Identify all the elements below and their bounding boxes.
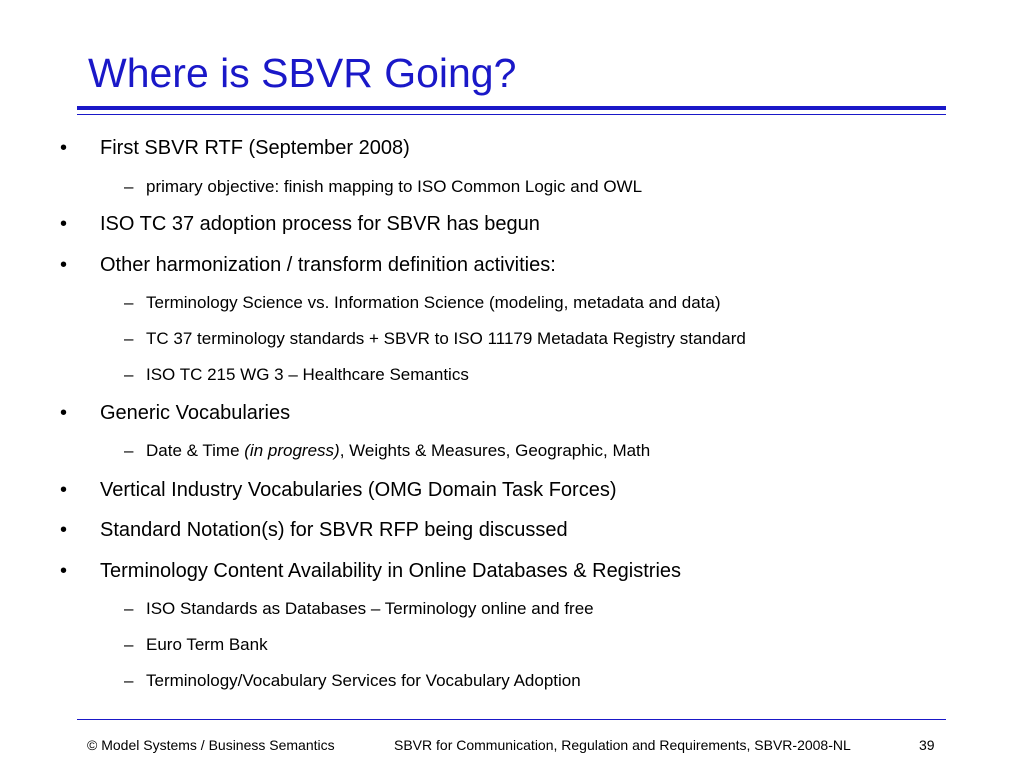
bullet-text (146, 176, 642, 197)
text-segment: First SBVR RTF (September 2008) (100, 137, 410, 159)
emphasis-text: (in progress) (244, 441, 340, 460)
bullet-marker: • (60, 560, 68, 582)
dash-marker: – (124, 671, 134, 690)
bullet-text (100, 478, 616, 502)
bullet-marker: • (60, 137, 68, 159)
text-segment: Terminology Science vs. Information Science (modeling, metadata and data) (146, 293, 721, 312)
text-segment: Vertical Industry Vocabularies (OMG Domain Task Forces) (100, 479, 617, 501)
bullet-text (146, 634, 268, 655)
bullet-text (100, 401, 290, 425)
dash-marker: – (124, 293, 134, 312)
dash-marker: – (124, 177, 134, 196)
bullet-marker: • (60, 479, 68, 501)
bullet-text (100, 136, 410, 160)
text-segment: , Weights & Measures, Geographic, Math (339, 441, 651, 460)
text-segment: Standard Notation(s) for SBVR RFP being discussed (100, 519, 568, 541)
text-segment: ISO TC 215 WG 3 – Healthcare Semantics (146, 365, 469, 384)
text-segment: Terminology Content Availability in Online Databases & Registries (100, 560, 682, 582)
dash-marker: – (124, 441, 134, 460)
text-segment: Euro Term Bank (146, 635, 268, 654)
footer-page-number: 39 (919, 737, 935, 753)
bullet-text (100, 518, 568, 542)
bullet-text (146, 598, 594, 619)
footer-copyright: © Model Systems / Business Semantics (87, 737, 335, 753)
text-segment: Date & Time (146, 441, 245, 460)
bullet-marker: • (60, 213, 68, 235)
bullet-text (146, 364, 469, 385)
text-segment: ISO Standards as Databases – Terminology online and free (146, 599, 594, 618)
text-segment: Generic Vocabularies (100, 402, 291, 424)
bullet-text (146, 670, 581, 691)
text-segment: TC 37 terminology standards + SBVR to ISO 11179 Metadata Registry standard (146, 329, 746, 348)
dash-marker: – (124, 635, 134, 654)
bullet-text (146, 440, 650, 461)
bullet-text (100, 253, 556, 277)
bullet-marker: • (60, 402, 68, 424)
dash-marker: – (124, 365, 134, 384)
bullet-text (146, 292, 721, 313)
bullet-text (100, 212, 540, 236)
text-segment: Terminology/Vocabulary Services for Vocabulary Adoption (146, 671, 581, 690)
slide-title: Where is SBVR Going? (88, 50, 517, 96)
text-segment: Other harmonization / transform definition activities: (100, 254, 556, 276)
footer-presentation-title: SBVR for Communication, Regulation and Requirements, SBVR-2008-NL (394, 737, 851, 753)
bullet-marker: • (60, 254, 68, 276)
text-segment: primary objective: finish mapping to ISO Common Logic and OWL (146, 177, 643, 196)
footer-divider (77, 719, 946, 720)
bullet-marker: • (60, 519, 68, 541)
bullet-text (146, 328, 746, 349)
dash-marker: – (124, 599, 134, 618)
dash-marker: – (124, 329, 134, 348)
text-segment: ISO TC 37 adoption process for SBVR has begun (100, 213, 540, 235)
bullet-text (100, 559, 681, 583)
